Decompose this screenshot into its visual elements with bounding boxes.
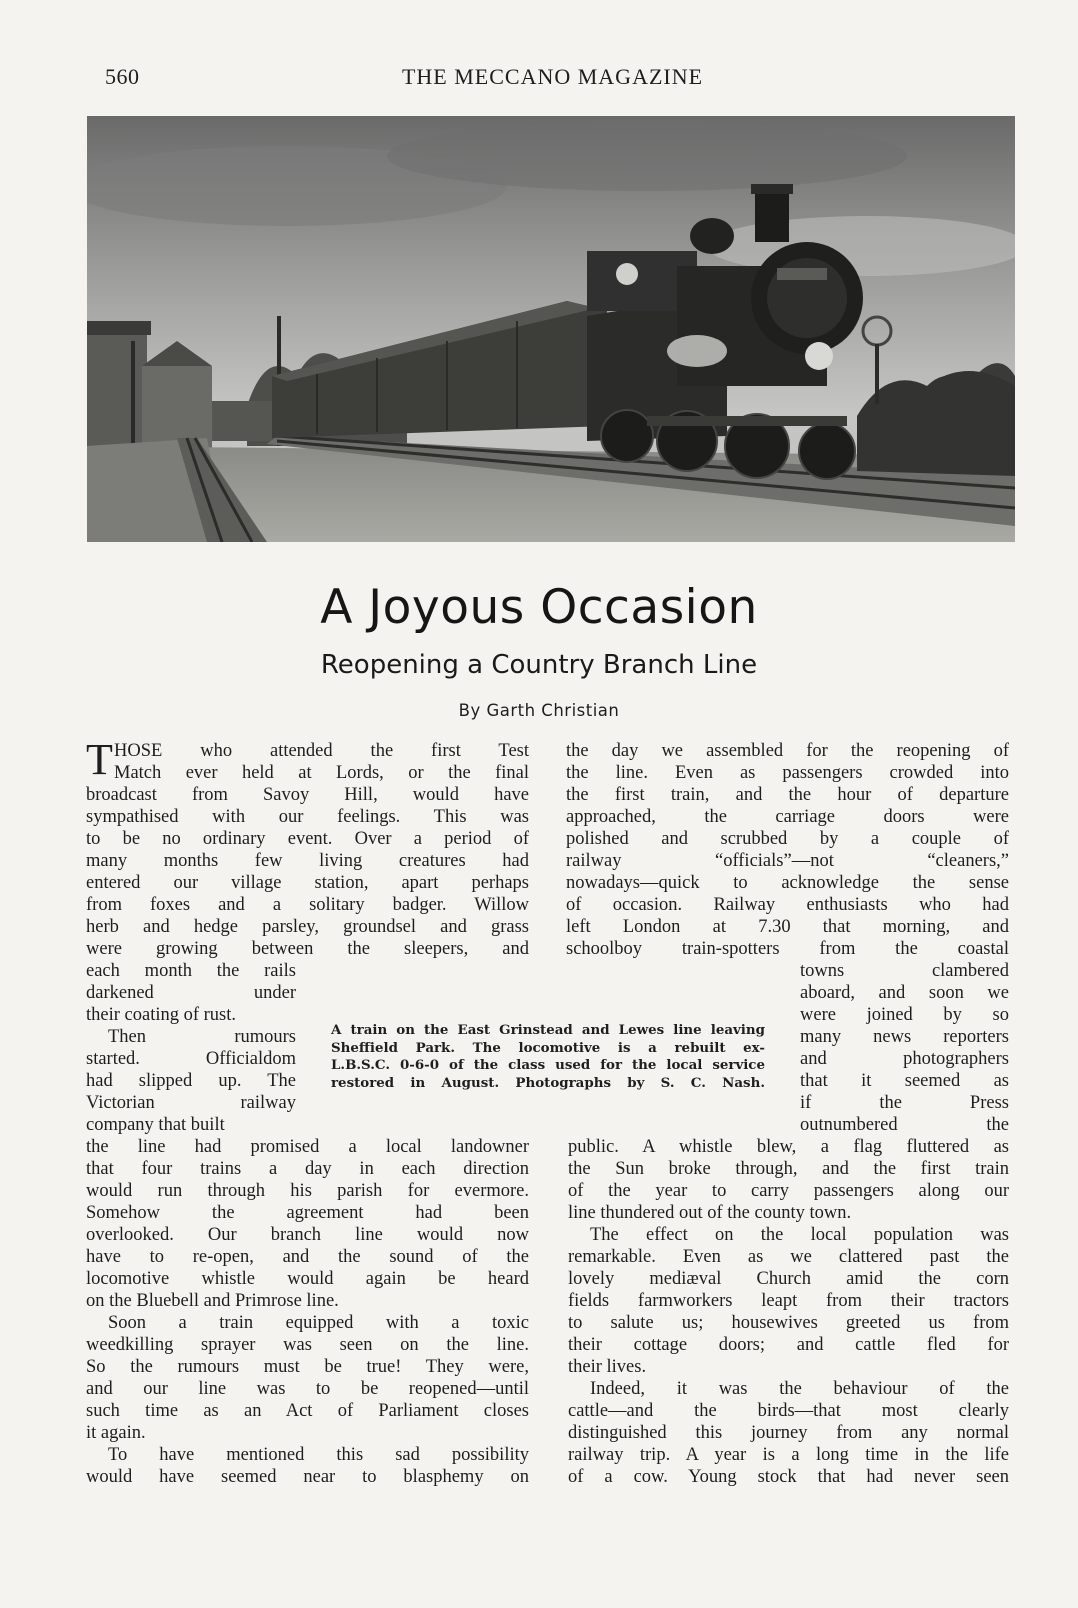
article-byline: By Garth Christian	[458, 701, 620, 720]
text-line: To have mentioned this sad possibility	[108, 1445, 529, 1465]
text-line: weedkilling sprayer was seen on the line.	[86, 1335, 529, 1355]
text-line: of the year to carry passengers along our	[568, 1181, 1009, 1201]
drop-cap: T	[86, 735, 113, 784]
column-2-narrow	[800, 960, 1009, 1136]
text-line: and photographers	[800, 1049, 1009, 1069]
photo-caption	[331, 1022, 765, 1092]
text-line: nowadays—quick to acknowledge the sense	[566, 873, 1009, 893]
text-line: line thundered out of the county town.	[568, 1203, 852, 1223]
text-line: and our line was to be reopened—until	[86, 1379, 529, 1399]
text-line: HOSE who attended the first Test	[114, 741, 529, 761]
text-line: towns clambered	[800, 961, 1009, 981]
text-line: company that built	[86, 1115, 225, 1135]
text-line: on the Bluebell and Primrose line.	[86, 1291, 339, 1311]
text-line: would have seemed near to blasphemy on	[86, 1467, 529, 1487]
text-line: would run through his parish for evermore.	[86, 1181, 529, 1201]
text-line: overlooked. Our branch line would now	[86, 1225, 529, 1245]
text-line: the line. Even as passengers crowded into	[566, 763, 1009, 783]
column-1-top	[86, 735, 529, 960]
text-line: sympathised with our feelings. This was	[86, 807, 529, 827]
text-line: Soon a train equipped with a toxic	[108, 1313, 529, 1333]
text-line: the line had promised a local landowner	[86, 1137, 529, 1157]
column-1-narrow	[86, 960, 296, 1136]
text-line: fields farmworkers leapt from their tractors	[568, 1291, 1009, 1311]
magazine-title: THE MECCANO MAGAZINE	[401, 64, 704, 89]
text-line: that it seemed as	[800, 1071, 1009, 1091]
text-line: schoolboy train-spotters from the coastal	[566, 939, 1009, 959]
text-line: herb and hedge parsley, groundsel and grass	[86, 917, 529, 937]
text-line: Match ever held at Lords, or the final	[114, 763, 529, 783]
article-subtitle: Reopening a Country Branch Line	[320, 650, 758, 680]
text-line: the day we assembled for the reopening of	[566, 741, 1009, 761]
text-line: to salute us; housewives greeted us from	[568, 1313, 1009, 1333]
text-line: distinguished this journey from any normal	[568, 1423, 1009, 1443]
text-line: Indeed, it was the behaviour of the	[590, 1379, 1009, 1399]
text-line: from foxes and a solitary badger. Willow	[86, 895, 529, 915]
caption-line: A train on the East Grinstead and Lewes line leaving	[331, 1022, 765, 1038]
text-line: of occasion. Railway enthusiasts who had	[566, 895, 1009, 915]
page-header	[105, 64, 1000, 98]
text-line: have to re-open, and the sound of the	[86, 1247, 529, 1267]
caption-line: L.B.S.C. 0-6-0 of the class used for the local service	[331, 1057, 765, 1073]
text-line: were growing between the sleepers, and	[86, 939, 529, 959]
text-line: if the Press	[800, 1093, 1009, 1113]
text-line: railway trip. A year is a long time in the life	[568, 1445, 1009, 1465]
text-line: railway “officials”—not “cleaners,”	[566, 851, 1009, 871]
text-line: locomotive whistle would again be heard	[86, 1269, 529, 1289]
text-line: many months few living creatures had	[86, 851, 529, 871]
text-line: darkened under	[86, 983, 296, 1003]
text-line: each month the rails	[86, 961, 296, 981]
text-line: their cottage doors; and cattle fled for	[568, 1335, 1009, 1355]
text-line: many news reporters	[800, 1027, 1009, 1047]
caption-line: Sheffield Park. The locomotive is a rebuilt ex-	[331, 1039, 765, 1056]
text-line: approached, the carriage doors were	[566, 807, 1009, 827]
column-2-top	[566, 740, 1009, 960]
caption-line: restored in August. Photographs by S. C. Nash.	[331, 1074, 765, 1091]
text-line: that four trains a day in each direction	[86, 1159, 529, 1179]
text-line: remarkable. Even as we clattered past the	[568, 1247, 1009, 1267]
text-line: entered our village station, apart perhaps	[86, 873, 529, 893]
text-line: lovely mediæval Church amid the corn	[568, 1269, 1009, 1289]
text-line: cattle—and the birds—that most clearly	[568, 1401, 1009, 1421]
text-line: such time as an Act of Parliament closes	[86, 1401, 529, 1421]
text-line: had slipped up. The	[86, 1071, 296, 1091]
text-line: it again.	[86, 1423, 146, 1443]
text-line: started. Officialdom	[86, 1049, 296, 1069]
text-line: Then rumours	[108, 1027, 296, 1047]
text-line: broadcast from Savoy Hill, would have	[86, 785, 529, 805]
article-title: A Joyous Occasion	[320, 580, 758, 635]
page-number: 560	[105, 64, 140, 89]
text-line: to be no ordinary event. Over a period of	[86, 829, 529, 849]
text-line: public. A whistle blew, a flag fluttered as	[568, 1137, 1009, 1157]
text-line: outnumbered the	[800, 1115, 1009, 1135]
text-line: Victorian railway	[86, 1093, 296, 1113]
text-line: were joined by so	[800, 1005, 1009, 1025]
column-1-bottom	[86, 1136, 529, 1488]
text-line: left London at 7.30 that morning, and	[566, 917, 1009, 937]
text-line: the Sun broke through, and the first train	[568, 1159, 1009, 1179]
text-line: their coating of rust.	[86, 1005, 237, 1025]
text-line: the first train, and the hour of departure	[566, 785, 1009, 805]
text-line: The effect on the local population was	[590, 1225, 1009, 1245]
text-line: aboard, and soon we	[800, 983, 1009, 1003]
text-line: polished and scrubbed by a couple of	[566, 829, 1009, 849]
column-2-bottom	[568, 1136, 1009, 1488]
text-line: of a cow. Young stock that had never seen	[568, 1467, 1009, 1487]
text-line: their lives.	[568, 1357, 647, 1377]
text-line: Somehow the agreement had been	[86, 1203, 529, 1223]
text-line: So the rumours must be true! They were,	[86, 1357, 529, 1377]
train-photo	[87, 116, 1015, 542]
